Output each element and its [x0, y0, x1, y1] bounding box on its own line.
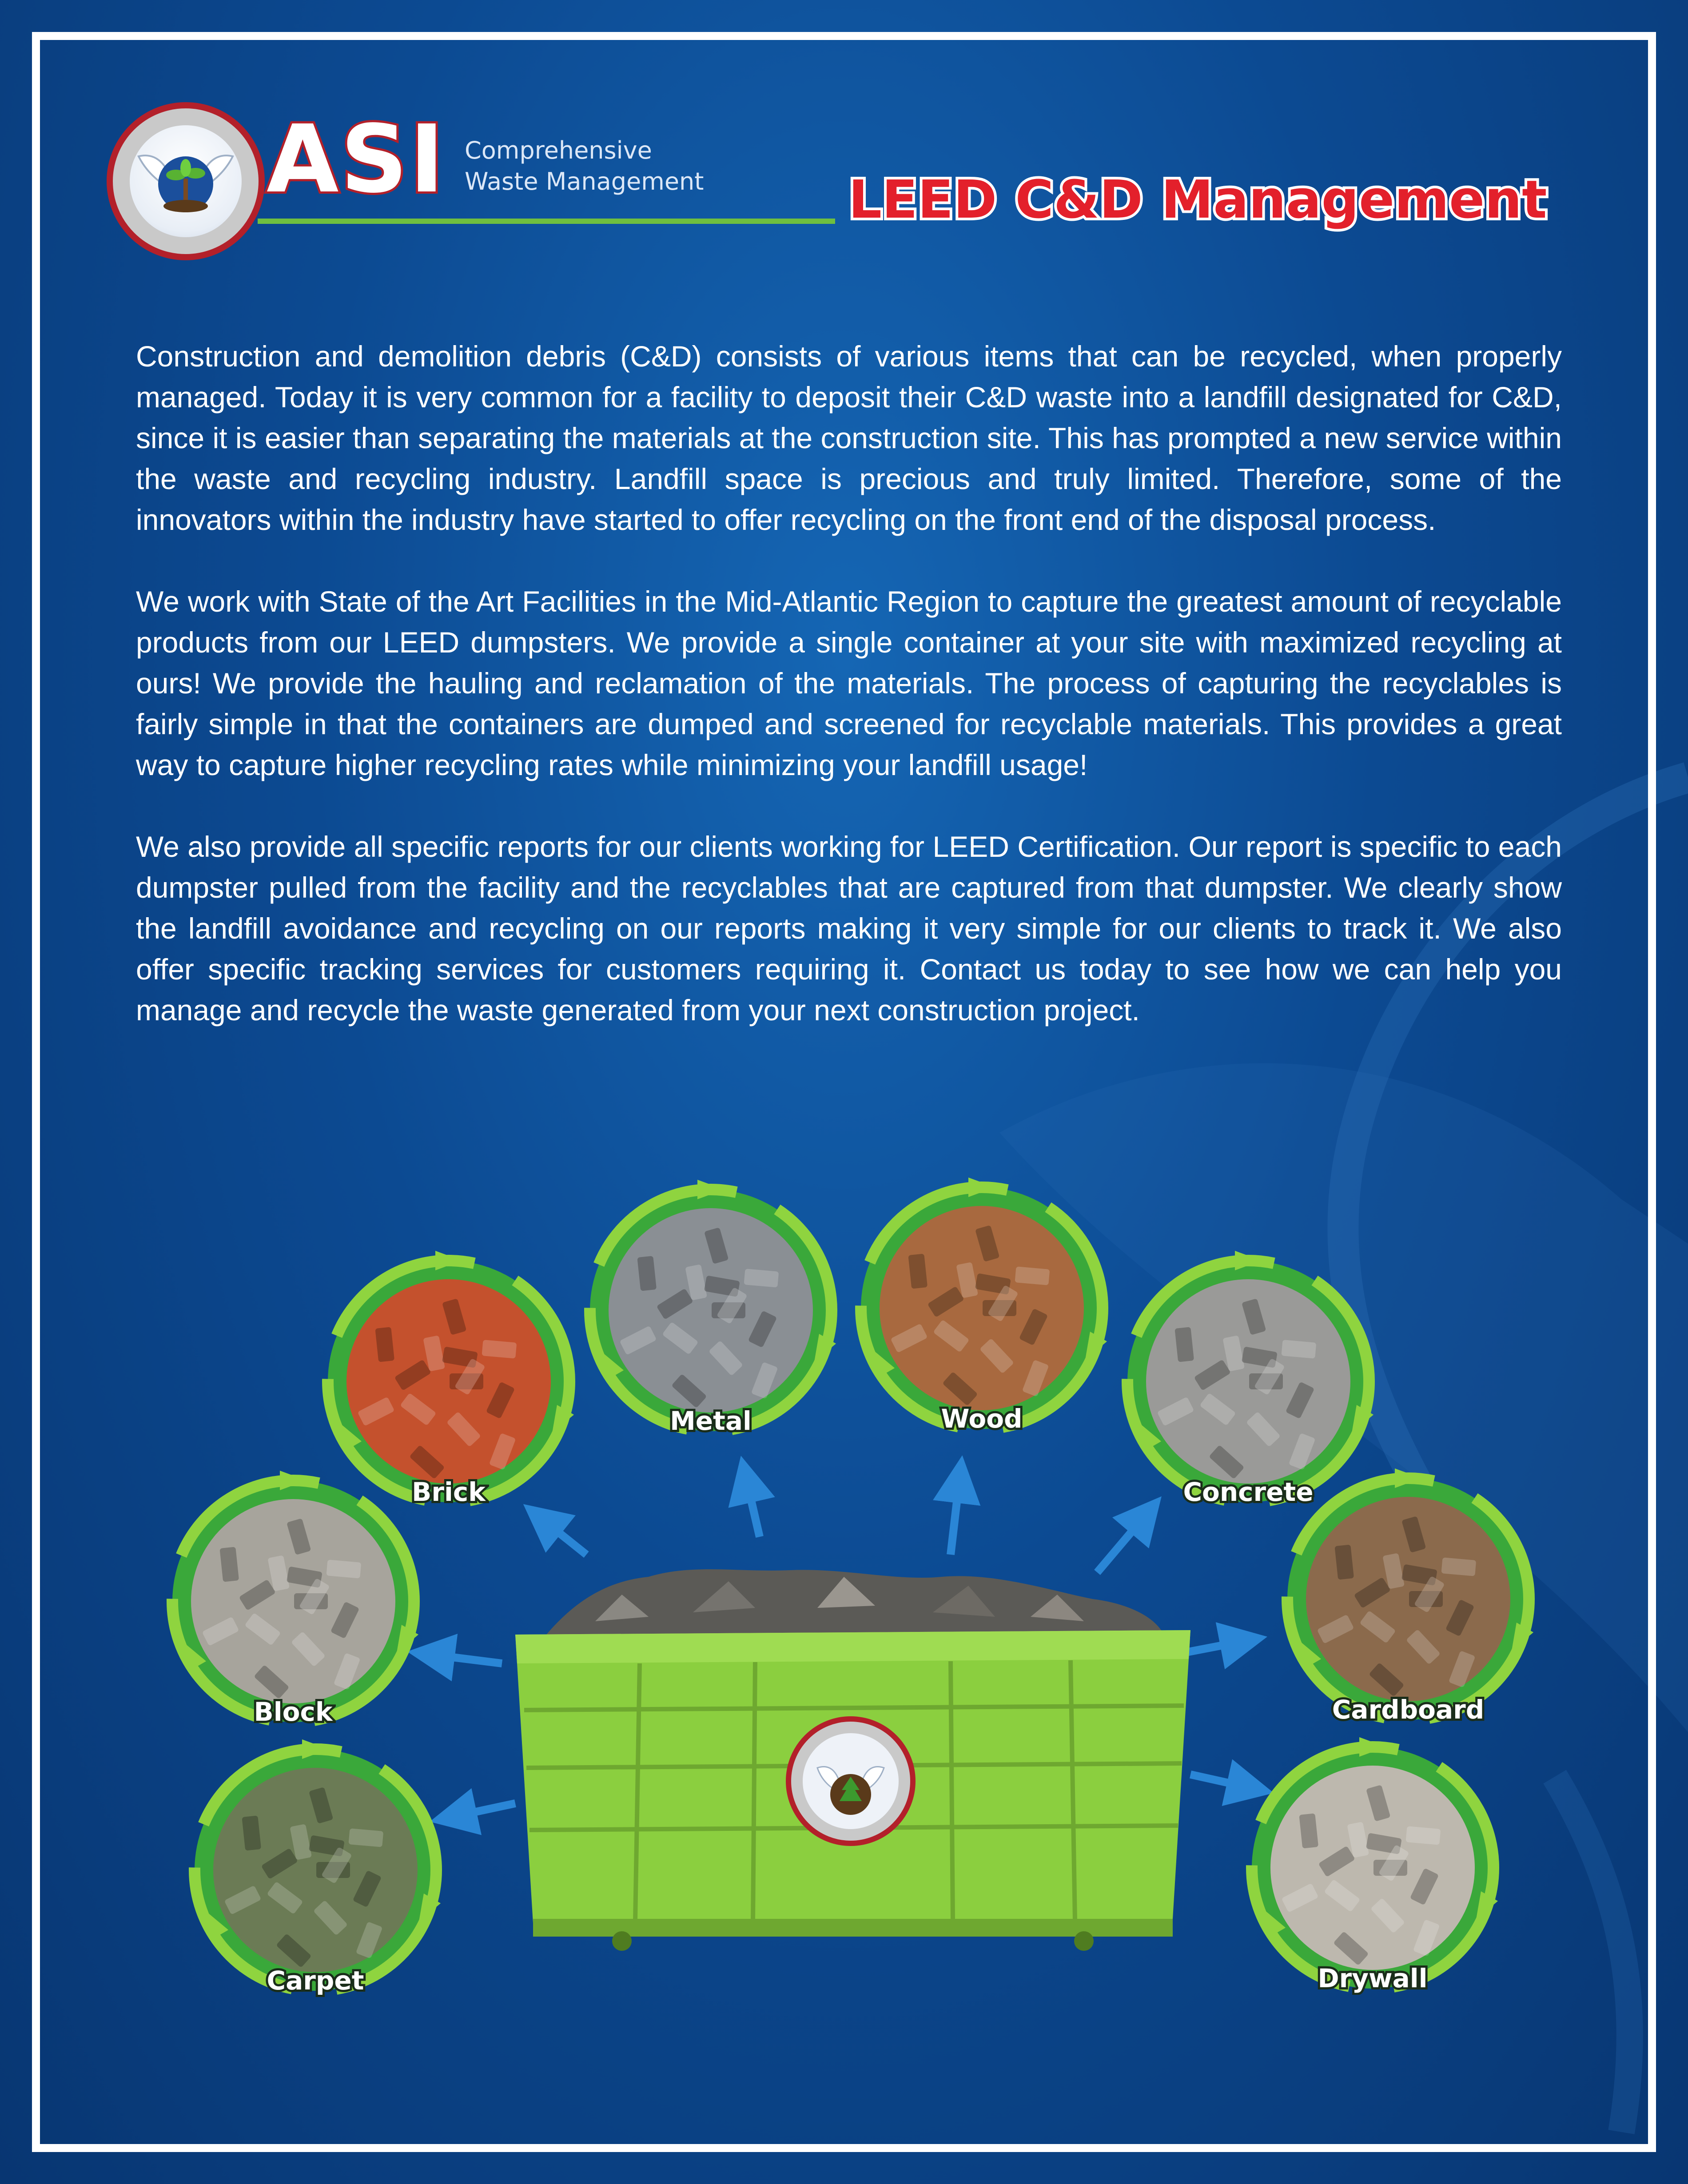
material-label: Metal [670, 1406, 752, 1436]
page-title: LEED C&D Management [848, 169, 1547, 230]
cinder-block-icon [160, 1468, 426, 1734]
material-drywall [1239, 1734, 1506, 2001]
material-block [160, 1468, 426, 1734]
wood-scrap-icon [848, 1175, 1115, 1441]
logo-brand-text: ASI [267, 105, 446, 214]
material-label: Concrete [1183, 1477, 1314, 1507]
carpet-roll-icon [182, 1737, 449, 2003]
paragraph: We work with State of the Art Facilities in the Mid-Atlantic Region to capture the greatest amount of recyclable products from our LEED dumpsters. We provide a single container at your site with maximized recycling at ours! We provide the hauling and reclamation of the materials. The process of capturing the recyclables is fairly simple in that the containers are dumped and screened for recyclable materials. This provides a great way to capture higher recycling rates while minimizing your landfill usage! [136, 585, 1562, 781]
drywall-icon [1239, 1734, 1506, 2001]
logo-tagline-line1: Comprehensive [465, 136, 652, 164]
material-label: Block [254, 1697, 333, 1727]
material-wood [848, 1175, 1115, 1441]
logo-tagline-line2: Waste Management [465, 167, 704, 195]
paragraph: We also provide all specific reports for our clients working for LEED Certification. Our report is specific to each dumpster pulled from the facility and the recyclables that are captured from that dumpster. We clearly show the landfill avoidance and recycling on our reports making it very simple for our clients to track it. We also offer specific tracking services for customers requiring it. Contact us today to see how we can help you manage and recycle the waste generated from your next construction project. [136, 830, 1562, 1026]
material-label: Carpet [267, 1965, 364, 1996]
material-carpet [182, 1737, 449, 2003]
material-cardboard [1275, 1466, 1541, 1732]
scrap-metal-icon [577, 1177, 844, 1444]
material-label: Brick [412, 1477, 486, 1507]
material-label: Drywall [1318, 1963, 1428, 1993]
paragraph: Construction and demolition debris (C&D) consists of various items that can be recycled, when properly managed. Today it is very common for a facility to deposit their C&D waste into a landfill designated for C&D, since it is easier than separating the materials at the construction site. This has prompted a new service within the waste and recycling industry. Landfill space is precious and truly limited. Therefore, some of the innovators within the industry have started to offer recycling on the front end of the disposal process. [136, 340, 1562, 536]
dumpster-illustration [506, 1563, 1204, 1963]
material-label: Cardboard [1332, 1695, 1485, 1725]
material-metal [577, 1177, 844, 1444]
cardboard-stack-icon [1275, 1466, 1541, 1732]
material-label: Wood [941, 1404, 1023, 1434]
